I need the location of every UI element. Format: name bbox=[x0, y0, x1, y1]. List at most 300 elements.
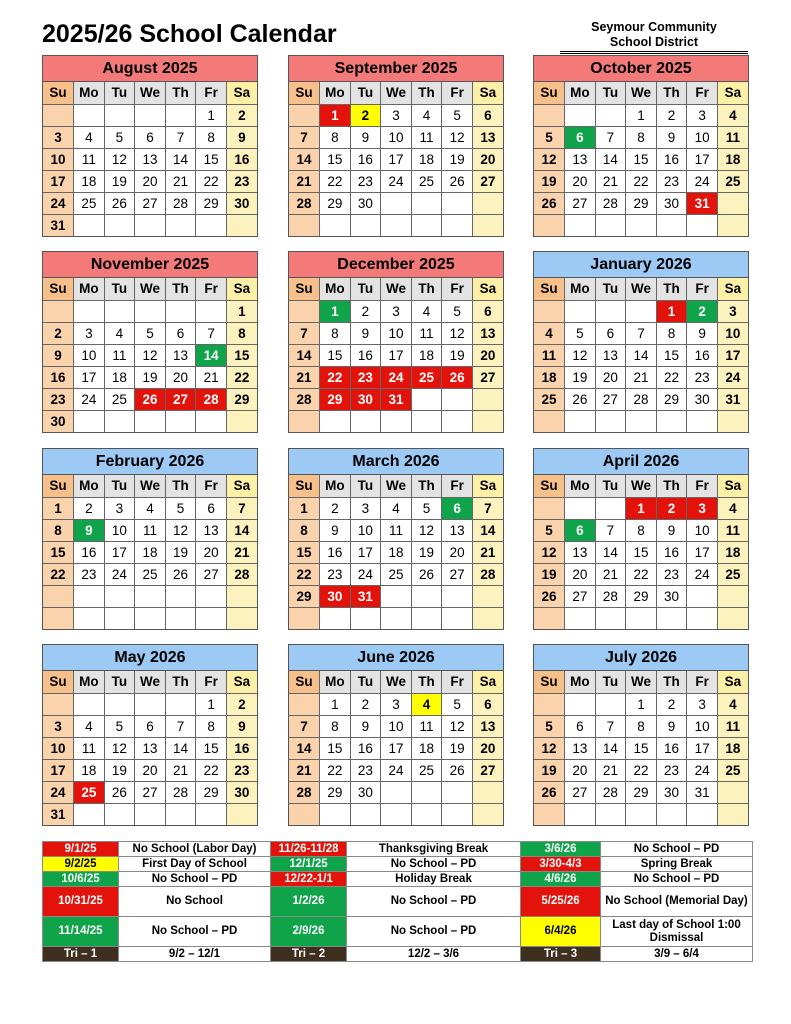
day-cell: 3 bbox=[74, 322, 105, 344]
weekday-header: Tu bbox=[595, 671, 626, 693]
day-cell: 26 bbox=[442, 366, 473, 388]
weekday-header: We bbox=[626, 475, 657, 497]
day-cell: 15 bbox=[196, 737, 227, 759]
day-cell: 13 bbox=[442, 519, 473, 541]
empty-day-cell bbox=[595, 104, 626, 126]
day-cell: 20 bbox=[565, 170, 596, 192]
empty-day-cell bbox=[350, 410, 381, 432]
legend-description: No School – PD bbox=[119, 917, 271, 947]
day-cell: 13 bbox=[135, 737, 166, 759]
day-cell: 4 bbox=[104, 322, 135, 344]
day-cell: 28 bbox=[289, 781, 320, 803]
empty-day-cell bbox=[74, 104, 105, 126]
weekday-header: We bbox=[381, 671, 412, 693]
day-cell: 7 bbox=[595, 715, 626, 737]
day-cell: 30 bbox=[226, 781, 257, 803]
day-cell: 8 bbox=[289, 519, 320, 541]
day-cell: 17 bbox=[104, 541, 135, 563]
district-line-1: Seymour Community bbox=[591, 20, 717, 34]
weekday-header: Tu bbox=[350, 82, 381, 104]
day-cell: 13 bbox=[565, 737, 596, 759]
empty-day-cell bbox=[104, 104, 135, 126]
month-calendar bbox=[533, 644, 749, 826]
day-cell: 2 bbox=[226, 693, 257, 715]
day-cell: 2 bbox=[350, 693, 381, 715]
page-title: 2025/26 School Calendar bbox=[42, 20, 337, 48]
day-cell: 20 bbox=[595, 366, 626, 388]
empty-day-cell bbox=[534, 693, 565, 715]
day-cell: 29 bbox=[626, 585, 657, 607]
empty-day-cell bbox=[717, 192, 748, 214]
weekday-header: Fr bbox=[196, 475, 227, 497]
weekday-header: Sa bbox=[472, 278, 503, 300]
empty-day-cell bbox=[687, 585, 718, 607]
empty-day-cell bbox=[381, 410, 412, 432]
empty-day-cell bbox=[289, 410, 320, 432]
day-cell: 18 bbox=[717, 737, 748, 759]
day-cell: 20 bbox=[135, 170, 166, 192]
empty-day-cell bbox=[196, 607, 227, 629]
day-cell: 17 bbox=[74, 366, 105, 388]
day-cell: 25 bbox=[104, 388, 135, 410]
day-cell: 19 bbox=[104, 759, 135, 781]
empty-day-cell bbox=[565, 693, 596, 715]
day-cell: 9 bbox=[43, 344, 74, 366]
empty-day-cell bbox=[165, 607, 196, 629]
empty-day-cell bbox=[565, 497, 596, 519]
day-cell: 13 bbox=[595, 344, 626, 366]
empty-day-cell bbox=[43, 607, 74, 629]
weekday-header: Tu bbox=[104, 278, 135, 300]
weekday-header: Tu bbox=[104, 671, 135, 693]
empty-day-cell bbox=[43, 104, 74, 126]
day-cell: 25 bbox=[534, 388, 565, 410]
day-cell: 4 bbox=[411, 693, 442, 715]
day-cell: 5 bbox=[104, 126, 135, 148]
weekday-header: We bbox=[135, 671, 166, 693]
month-title: February 2026 bbox=[43, 449, 257, 475]
empty-day-cell bbox=[74, 300, 105, 322]
month-calendar bbox=[42, 251, 258, 433]
empty-day-cell bbox=[411, 803, 442, 825]
empty-day-cell bbox=[717, 803, 748, 825]
day-cell: 29 bbox=[320, 388, 351, 410]
empty-day-cell bbox=[565, 300, 596, 322]
day-cell: 21 bbox=[165, 170, 196, 192]
day-cell: 9 bbox=[350, 322, 381, 344]
day-cell: 16 bbox=[656, 737, 687, 759]
day-cell: 15 bbox=[626, 541, 657, 563]
day-cell: 11 bbox=[135, 519, 166, 541]
weekday-header: Sa bbox=[226, 278, 257, 300]
weekday-header: Mo bbox=[565, 475, 596, 497]
weekday-header: Fr bbox=[442, 82, 473, 104]
empty-day-cell bbox=[595, 607, 626, 629]
day-cell: 13 bbox=[196, 519, 227, 541]
day-cell: 1 bbox=[320, 693, 351, 715]
day-cell: 12 bbox=[442, 126, 473, 148]
day-cell: 19 bbox=[104, 170, 135, 192]
day-cell: 7 bbox=[196, 322, 227, 344]
day-cell: 14 bbox=[165, 148, 196, 170]
day-cell: 16 bbox=[320, 541, 351, 563]
legend-description: No School – PD bbox=[347, 917, 521, 947]
day-cell: 14 bbox=[165, 737, 196, 759]
day-cell: 20 bbox=[565, 759, 596, 781]
day-cell: 19 bbox=[442, 148, 473, 170]
day-cell: 4 bbox=[411, 300, 442, 322]
weekday-header: Su bbox=[534, 82, 565, 104]
day-cell: 23 bbox=[687, 366, 718, 388]
empty-day-cell bbox=[411, 781, 442, 803]
day-cell: 5 bbox=[104, 715, 135, 737]
day-cell: 3 bbox=[687, 497, 718, 519]
day-cell: 16 bbox=[350, 344, 381, 366]
day-cell: 3 bbox=[43, 126, 74, 148]
legend-date: 2/9/26 bbox=[271, 917, 347, 947]
day-cell: 12 bbox=[565, 344, 596, 366]
day-cell: 5 bbox=[442, 693, 473, 715]
weekday-header: Mo bbox=[320, 82, 351, 104]
weekday-header: Mo bbox=[565, 671, 596, 693]
weekday-header: Mo bbox=[565, 82, 596, 104]
day-cell: 3 bbox=[350, 497, 381, 519]
day-cell: 23 bbox=[74, 563, 105, 585]
day-cell: 7 bbox=[289, 715, 320, 737]
day-cell: 14 bbox=[289, 737, 320, 759]
empty-day-cell bbox=[104, 693, 135, 715]
empty-day-cell bbox=[442, 781, 473, 803]
empty-day-cell bbox=[442, 214, 473, 236]
legend-date: 9/2/25 bbox=[43, 857, 119, 872]
day-cell: 6 bbox=[565, 519, 596, 541]
day-cell: 26 bbox=[104, 192, 135, 214]
legend-description: No School – PD bbox=[601, 842, 753, 857]
day-cell: 11 bbox=[717, 126, 748, 148]
day-cell: 5 bbox=[165, 497, 196, 519]
day-cell: 30 bbox=[350, 781, 381, 803]
day-cell: 19 bbox=[534, 170, 565, 192]
day-cell: 22 bbox=[626, 759, 657, 781]
day-cell: 28 bbox=[626, 388, 657, 410]
day-cell: 26 bbox=[104, 781, 135, 803]
day-cell: 9 bbox=[656, 519, 687, 541]
weekday-header: Fr bbox=[687, 82, 718, 104]
legend-date: 6/4/26 bbox=[521, 917, 601, 947]
weekday-header: Th bbox=[165, 82, 196, 104]
day-cell: 2 bbox=[226, 104, 257, 126]
day-cell: 29 bbox=[320, 192, 351, 214]
day-cell: 3 bbox=[687, 104, 718, 126]
day-cell: 16 bbox=[350, 148, 381, 170]
day-cell: 11 bbox=[534, 344, 565, 366]
day-cell: 25 bbox=[411, 366, 442, 388]
empty-day-cell bbox=[381, 585, 412, 607]
empty-day-cell bbox=[104, 300, 135, 322]
empty-day-cell bbox=[135, 585, 166, 607]
day-cell: 21 bbox=[595, 170, 626, 192]
day-cell: 27 bbox=[565, 585, 596, 607]
empty-day-cell bbox=[411, 214, 442, 236]
day-cell: 10 bbox=[381, 715, 412, 737]
day-cell: 27 bbox=[565, 192, 596, 214]
day-cell: 17 bbox=[717, 344, 748, 366]
empty-day-cell bbox=[196, 300, 227, 322]
legend-date: 5/25/26 bbox=[521, 887, 601, 917]
day-cell: 19 bbox=[442, 737, 473, 759]
day-cell: 11 bbox=[411, 715, 442, 737]
empty-day-cell bbox=[381, 781, 412, 803]
empty-day-cell bbox=[165, 410, 196, 432]
day-cell: 11 bbox=[717, 715, 748, 737]
day-cell: 29 bbox=[196, 192, 227, 214]
legend-date: 4/6/26 bbox=[521, 872, 601, 887]
day-cell: 23 bbox=[350, 366, 381, 388]
day-cell: 22 bbox=[289, 563, 320, 585]
month-calendar bbox=[533, 251, 749, 433]
day-cell: 29 bbox=[626, 192, 657, 214]
day-cell: 16 bbox=[687, 344, 718, 366]
day-cell: 27 bbox=[165, 388, 196, 410]
day-cell: 20 bbox=[442, 541, 473, 563]
weekday-header: Th bbox=[165, 278, 196, 300]
day-cell: 25 bbox=[411, 759, 442, 781]
day-cell: 9 bbox=[74, 519, 105, 541]
day-cell: 9 bbox=[320, 519, 351, 541]
empty-day-cell bbox=[534, 803, 565, 825]
month-title: July 2026 bbox=[534, 645, 748, 671]
day-cell: 1 bbox=[226, 300, 257, 322]
day-cell: 15 bbox=[626, 737, 657, 759]
day-cell: 23 bbox=[350, 170, 381, 192]
day-cell: 16 bbox=[656, 541, 687, 563]
day-cell: 26 bbox=[534, 585, 565, 607]
empty-day-cell bbox=[226, 214, 257, 236]
day-cell: 22 bbox=[320, 170, 351, 192]
day-cell: 16 bbox=[226, 737, 257, 759]
empty-day-cell bbox=[135, 300, 166, 322]
empty-day-cell bbox=[472, 214, 503, 236]
day-cell: 6 bbox=[442, 497, 473, 519]
day-cell: 15 bbox=[320, 737, 351, 759]
legend-description: No School – PD bbox=[347, 887, 521, 917]
day-cell: 4 bbox=[717, 104, 748, 126]
day-cell: 4 bbox=[74, 715, 105, 737]
day-cell: 18 bbox=[534, 366, 565, 388]
day-cell: 19 bbox=[135, 366, 166, 388]
day-cell: 15 bbox=[320, 148, 351, 170]
day-cell: 1 bbox=[626, 693, 657, 715]
day-cell: 31 bbox=[717, 388, 748, 410]
day-cell: 23 bbox=[226, 759, 257, 781]
day-cell: 10 bbox=[687, 126, 718, 148]
legend-date: 10/31/25 bbox=[43, 887, 119, 917]
day-cell: 3 bbox=[687, 693, 718, 715]
empty-day-cell bbox=[687, 214, 718, 236]
day-cell: 21 bbox=[595, 563, 626, 585]
day-cell: 28 bbox=[196, 388, 227, 410]
legend-date: 1/2/26 bbox=[271, 887, 347, 917]
legend-description: No School – PD bbox=[347, 857, 521, 872]
empty-day-cell bbox=[717, 214, 748, 236]
day-cell: 14 bbox=[196, 344, 227, 366]
day-cell: 1 bbox=[656, 300, 687, 322]
day-cell: 13 bbox=[135, 148, 166, 170]
empty-day-cell bbox=[442, 585, 473, 607]
day-cell: 19 bbox=[442, 344, 473, 366]
day-cell: 24 bbox=[717, 366, 748, 388]
day-cell: 18 bbox=[74, 759, 105, 781]
month-title: October 2025 bbox=[534, 56, 748, 82]
empty-day-cell bbox=[104, 410, 135, 432]
legend-row bbox=[43, 872, 753, 887]
day-cell: 28 bbox=[595, 585, 626, 607]
day-cell: 17 bbox=[687, 737, 718, 759]
day-cell: 7 bbox=[165, 715, 196, 737]
month-calendar bbox=[42, 55, 258, 237]
day-cell: 2 bbox=[350, 300, 381, 322]
month-title: November 2025 bbox=[43, 252, 257, 278]
day-cell: 6 bbox=[472, 300, 503, 322]
weekday-header: Su bbox=[43, 278, 74, 300]
day-cell: 25 bbox=[74, 192, 105, 214]
day-cell: 21 bbox=[289, 759, 320, 781]
day-cell: 3 bbox=[43, 715, 74, 737]
weekday-header: Tu bbox=[104, 475, 135, 497]
weekday-header: Fr bbox=[196, 671, 227, 693]
empty-day-cell bbox=[442, 607, 473, 629]
empty-day-cell bbox=[565, 607, 596, 629]
day-cell: 25 bbox=[717, 563, 748, 585]
empty-day-cell bbox=[43, 585, 74, 607]
legend-table bbox=[42, 841, 753, 962]
weekday-header: We bbox=[381, 82, 412, 104]
day-cell: 5 bbox=[442, 104, 473, 126]
weekday-header: Mo bbox=[74, 671, 105, 693]
empty-day-cell bbox=[717, 585, 748, 607]
day-cell: 15 bbox=[656, 344, 687, 366]
day-cell: 4 bbox=[534, 322, 565, 344]
weekday-header: We bbox=[381, 278, 412, 300]
day-cell: 15 bbox=[196, 148, 227, 170]
empty-day-cell bbox=[350, 214, 381, 236]
day-cell: 30 bbox=[226, 192, 257, 214]
empty-day-cell bbox=[74, 803, 105, 825]
day-cell: 30 bbox=[656, 781, 687, 803]
day-cell: 1 bbox=[320, 104, 351, 126]
day-cell: 21 bbox=[289, 170, 320, 192]
day-cell: 1 bbox=[320, 300, 351, 322]
day-cell: 22 bbox=[656, 366, 687, 388]
day-cell: 22 bbox=[226, 366, 257, 388]
empty-day-cell bbox=[472, 585, 503, 607]
day-cell: 27 bbox=[135, 192, 166, 214]
day-cell: 20 bbox=[135, 759, 166, 781]
empty-day-cell bbox=[472, 388, 503, 410]
empty-day-cell bbox=[565, 803, 596, 825]
day-cell: 22 bbox=[320, 366, 351, 388]
day-cell: 19 bbox=[165, 541, 196, 563]
day-cell: 24 bbox=[381, 170, 412, 192]
weekday-header: We bbox=[626, 82, 657, 104]
day-cell: 27 bbox=[442, 563, 473, 585]
day-cell: 29 bbox=[626, 781, 657, 803]
day-cell: 31 bbox=[381, 388, 412, 410]
day-cell: 9 bbox=[656, 126, 687, 148]
day-cell: 31 bbox=[687, 781, 718, 803]
empty-day-cell bbox=[626, 214, 657, 236]
empty-day-cell bbox=[687, 803, 718, 825]
day-cell: 21 bbox=[289, 366, 320, 388]
day-cell: 31 bbox=[350, 585, 381, 607]
legend-description: No School bbox=[119, 887, 271, 917]
legend-date: 11/14/25 bbox=[43, 917, 119, 947]
weekday-header: Th bbox=[656, 82, 687, 104]
day-cell: 5 bbox=[534, 715, 565, 737]
empty-day-cell bbox=[350, 803, 381, 825]
day-cell: 26 bbox=[442, 759, 473, 781]
month-title: December 2025 bbox=[289, 252, 503, 278]
weekday-header: Th bbox=[165, 671, 196, 693]
day-cell: 17 bbox=[43, 759, 74, 781]
day-cell: 2 bbox=[74, 497, 105, 519]
weekday-header: Mo bbox=[74, 278, 105, 300]
day-cell: 7 bbox=[289, 126, 320, 148]
day-cell: 24 bbox=[104, 563, 135, 585]
day-cell: 6 bbox=[595, 322, 626, 344]
empty-day-cell bbox=[196, 410, 227, 432]
weekday-header: Sa bbox=[717, 278, 748, 300]
day-cell: 24 bbox=[381, 759, 412, 781]
day-cell: 1 bbox=[626, 497, 657, 519]
empty-day-cell bbox=[411, 410, 442, 432]
trimester-label: Tri – 2 bbox=[271, 947, 347, 962]
day-cell: 4 bbox=[411, 104, 442, 126]
day-cell: 10 bbox=[43, 148, 74, 170]
day-cell: 29 bbox=[289, 585, 320, 607]
day-cell: 13 bbox=[165, 344, 196, 366]
month-calendar bbox=[288, 644, 504, 826]
empty-day-cell bbox=[226, 410, 257, 432]
empty-day-cell bbox=[626, 607, 657, 629]
day-cell: 3 bbox=[381, 300, 412, 322]
empty-day-cell bbox=[595, 214, 626, 236]
day-cell: 10 bbox=[74, 344, 105, 366]
day-cell: 7 bbox=[289, 322, 320, 344]
day-cell: 23 bbox=[226, 170, 257, 192]
day-cell: 2 bbox=[656, 104, 687, 126]
day-cell: 1 bbox=[196, 104, 227, 126]
day-cell: 22 bbox=[320, 759, 351, 781]
empty-day-cell bbox=[656, 214, 687, 236]
weekday-header: Sa bbox=[717, 671, 748, 693]
weekday-header: Su bbox=[289, 278, 320, 300]
month-title: March 2026 bbox=[289, 449, 503, 475]
day-cell: 12 bbox=[534, 737, 565, 759]
day-cell: 24 bbox=[687, 563, 718, 585]
weekday-header: Mo bbox=[565, 278, 596, 300]
weekday-header: Su bbox=[534, 475, 565, 497]
day-cell: 2 bbox=[43, 322, 74, 344]
weekday-header: Mo bbox=[320, 475, 351, 497]
day-cell: 17 bbox=[43, 170, 74, 192]
day-cell: 8 bbox=[626, 126, 657, 148]
empty-day-cell bbox=[442, 388, 473, 410]
legend-description: No School – PD bbox=[601, 872, 753, 887]
day-cell: 12 bbox=[534, 541, 565, 563]
day-cell: 18 bbox=[411, 344, 442, 366]
day-cell: 18 bbox=[74, 170, 105, 192]
